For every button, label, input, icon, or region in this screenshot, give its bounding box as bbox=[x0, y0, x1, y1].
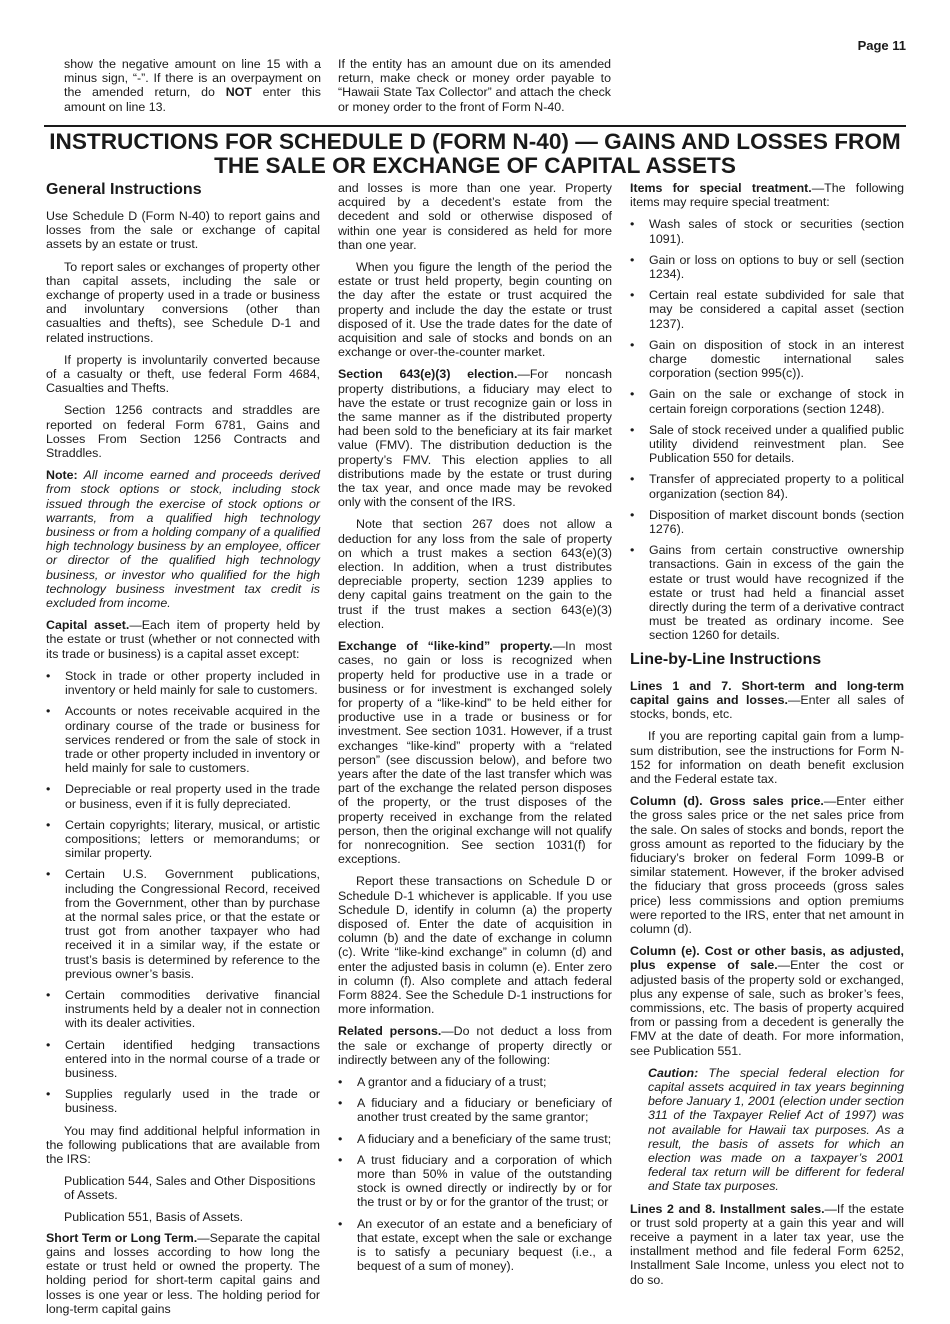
list-item bbox=[630, 338, 904, 381]
section-heading: General Instructions bbox=[46, 181, 202, 198]
bullet-icon: • bbox=[46, 704, 51, 719]
paragraph bbox=[338, 367, 612, 509]
paragraph bbox=[630, 794, 904, 936]
publication-item: Publication 544, Sales and Other Dispositions of Assets. bbox=[64, 1174, 316, 1203]
paragraph: and losses is more than one year. Property acquired by a decedent’s estate from the decedent and sold or otherwise disposed of within one year is considered as held for more than one year. bbox=[338, 181, 612, 252]
paragraph: You may find additional helpful information in the following publications that are available from the IRS: bbox=[46, 1123, 320, 1166]
list-item-text: Transfer of appreciated property to a political organization (section 84). bbox=[649, 472, 904, 501]
top-right-continuation: If the entity has an amount due on its amended return, make check or money order payable to “Hawaii State Tax Collector” and attach the check or money order to the front of Form N-40. bbox=[338, 57, 611, 114]
text: enter this amount on line 13. bbox=[64, 85, 321, 114]
text: —Enter either the gross sales price or the net sales price from the sale. On sales of stocks and bonds, report the gross amount as reported to the fiduciary by the fiduciary’s broker on federal Form 1099-B or similar statement. However, if the broker advised the fiduciary that gross proceeds (gross sales price) less commissions and option premiums were reported to the IRS, enter that net amount in column (d). bbox=[630, 794, 904, 936]
bullet-icon: • bbox=[46, 668, 51, 683]
paragraph bbox=[630, 1202, 904, 1287]
text: —Enter all sales of stocks, bonds, etc. bbox=[630, 692, 904, 722]
paragraph bbox=[338, 639, 612, 866]
list-item-text: A grantor and a fiduciary of a trust; bbox=[357, 1074, 547, 1089]
bullet-icon: • bbox=[630, 507, 635, 522]
list-item-text: A fiduciary and a fiduciary or beneficiary of another trust created by the same grantor; bbox=[357, 1096, 612, 1125]
text: —In most cases, no gain or loss is recognized when property held for productive use in a trade or business or for investment is exchanged solely for property of a “like-kind” to be held either for productive use in a trade or business or for investment. See section 1031. However, if a trust exchanges “like-kind” property with a “related person” (see discussion below), and before two years after the date of the last transfer which was part of the exchange the related person disposes of the property, or the trust disposes of the property received in exchange from the related person, then the original exchange will not qualify for nonrecognition. See section 1031(f) for exceptions. bbox=[338, 639, 612, 867]
run-in-label: Caution: bbox=[648, 1065, 699, 1080]
bullet-icon: • bbox=[630, 217, 635, 232]
list-item bbox=[46, 867, 320, 981]
list-item-text: Gain on disposition of stock in an interest charge domestic international sales corporation (section 995(c)). bbox=[649, 337, 904, 381]
list-item-text: Sale of stock received under a qualified public utility dividend reinvestment plan. See Publication 550 for details. bbox=[649, 422, 904, 466]
section-heading: Line-by-Line Instructions bbox=[630, 650, 822, 668]
paragraph bbox=[630, 944, 904, 1058]
list-item-text: A trust fiduciary and a corporation of which more than 50% in value of the outstanding stock is owned directly or indirectly by or for the trust or by or for the grantor of the trust; or bbox=[357, 1152, 612, 1210]
page-number: Page 11 bbox=[857, 38, 906, 53]
list-item bbox=[630, 472, 904, 500]
list-item-text: Gain on the sale or exchange of stock in certain foreign corporations (section 1248). bbox=[649, 387, 904, 416]
list-item-text: Gain or loss on options to buy or sell (section 1234). bbox=[649, 252, 904, 282]
list-item bbox=[46, 818, 320, 861]
list-item bbox=[46, 704, 320, 775]
text: show the negative amount on line 15 with a minus sign, “-”. If there is an overpayment on the amended return, do bbox=[64, 57, 321, 100]
bullet-icon: • bbox=[630, 543, 635, 558]
title-rule bbox=[44, 125, 906, 127]
list-item bbox=[46, 1038, 320, 1081]
list-item bbox=[338, 1075, 612, 1089]
list-item-text: Accounts or notes receivable acquired in the ordinary course of the trade or business for services rendered or from the sale of stock in trade or other property included in inventory or held mainly for sale to customers. bbox=[65, 704, 320, 776]
publication-item: Publication 551, Basis of Assets. bbox=[64, 1209, 244, 1224]
list-item-text: Disposition of market discount bonds (section 1276). bbox=[649, 507, 904, 537]
list-item bbox=[630, 288, 904, 331]
note-paragraph bbox=[46, 468, 320, 610]
paragraph: When you figure the length of the period the estate or trust held property, begin counting on the day after the estate or trust acquired the property and include the day the estate or trust disposed of it. Use the trade dates for the date of acquisition and sale of stocks and bonds on an exchange or over-the-counter market. bbox=[338, 260, 612, 360]
bullet-icon: • bbox=[630, 288, 635, 303]
list-item bbox=[630, 217, 904, 245]
page-title: INSTRUCTIONS FOR SCHEDULE D (FORM N-40) — GAINS AND LOSSES FROM THE SALE OR EXCHANGE OF CAPITAL ASSETS bbox=[49, 129, 901, 178]
list-item-text: A fiduciary and a beneficiary of the same trust; bbox=[357, 1131, 612, 1146]
list-item bbox=[630, 543, 904, 642]
list-item bbox=[46, 1087, 320, 1115]
list-item bbox=[338, 1096, 612, 1124]
list-item-text: Supplies regularly used in the trade or business. bbox=[65, 1087, 320, 1116]
run-in-label: Exchange of “like-kind” property. bbox=[338, 639, 553, 654]
bullet-icon: • bbox=[46, 782, 51, 797]
list-item bbox=[630, 387, 904, 415]
text: —The following items may require special treatment: bbox=[630, 181, 904, 210]
bullet-icon: • bbox=[338, 1152, 343, 1167]
list-item-text: An executor of an estate and a beneficiary of that estate, except when the sale or exchange is to satisfy a pecuniary bequest (i.e., a bequest of a sum of money). bbox=[357, 1216, 612, 1274]
list-item bbox=[630, 508, 904, 536]
emphasis: NOT bbox=[225, 85, 252, 100]
bullet-icon: • bbox=[338, 1074, 343, 1089]
list-item-text: Stock in trade or other property included in inventory or held mainly for sale to customers. bbox=[65, 668, 320, 698]
list-item-text: Certain copyrights; literary, musical, or artistic compositions; letters or memorandums; or similar property. bbox=[65, 817, 320, 861]
list-item bbox=[630, 423, 904, 466]
bullet-icon: • bbox=[338, 1216, 343, 1231]
bullet-icon: • bbox=[46, 1037, 51, 1052]
list-item-text: Gains from certain constructive ownership transactions. Gain in excess of the gain the estate or trust would have recognized if the estate or trust had held a financial asset directly during the term of a derivative contract must be treated as ordinary income. See section 1260 for details. bbox=[649, 543, 904, 643]
paragraph bbox=[338, 1024, 612, 1067]
bullet-icon: • bbox=[630, 337, 635, 352]
special-treatment-list bbox=[630, 217, 904, 642]
list-item-text: Certain real estate subdivided for sale that may be considered a capital asset (section 1237). bbox=[649, 288, 904, 331]
list-item bbox=[46, 669, 320, 697]
run-in-label: Lines 2 and 8. Installment sales. bbox=[630, 1201, 825, 1216]
paragraph: If property is involuntarily converted because of a casualty or theft, use federal Form 4684, Casualties and Thefts. bbox=[46, 352, 320, 396]
bullet-icon: • bbox=[46, 987, 51, 1002]
list-item bbox=[338, 1132, 612, 1146]
paragraph: If you are reporting capital gain from a lump-sum distribution, see the instructions for Form N-152 for information on death benefit exclusion and the Federal estate tax. bbox=[630, 729, 904, 786]
text: —Enter the cost or adjusted basis of the property sold or exchanged, plus any expense of sale, such as broker’s fees, commissions, etc. The basis of property acquired from or passing from a decedent is generally the FMV at the date of death. For more information, see Publication 551. bbox=[630, 958, 904, 1058]
text: —Each item of property held by the estate or trust (whether or not connected with its trade or business) is a capital asset except: bbox=[46, 618, 320, 661]
list-item-text: Certain commodities derivative financial instruments held by a dealer not in connection with its dealer activities. bbox=[65, 987, 320, 1031]
list-item bbox=[46, 782, 320, 810]
top-left-continuation bbox=[64, 57, 321, 114]
text: —Separate the capital gains and losses according to how long the estate or trust held or owned the property. The holding period for short-term capital gains and losses is one year or less. The holding period for long-term capital gains bbox=[46, 1230, 320, 1316]
paragraph bbox=[630, 181, 904, 209]
text: —For noncash property distributions, a fiduciary may elect to have the estate or trust recognize gain or loss in the same manner as if the distributed property had been sold to the beneficiary at its fair market value (FMV). The distribution deduction is the property’s FMV. This election applies to all distributions made by the estate or trust during the tax year, and once made may be revoked only with the consent of the IRS. bbox=[338, 367, 612, 510]
list-item-text: Wash sales of stock or securities (section 1091). bbox=[649, 217, 904, 246]
paragraph: To report sales or exchanges of property other than capital assets, including the sale or exchange of property used in a trade or business and involuntary conversions (other than casualties and thefts), see Schedule D-1 and related instructions. bbox=[46, 259, 320, 345]
list-item bbox=[338, 1217, 612, 1274]
column-3 bbox=[630, 181, 904, 1295]
run-in-label: Items for special treatment. bbox=[630, 181, 812, 195]
run-in-label: Column (d). Gross sales price. bbox=[630, 794, 824, 809]
note-text: All income earned and proceeds derived from stock options or stock, including stock issued through the exercise of stock options or warrants, from a qualified high technology business or from a holding company of a qualified high technology business by an employee, officer or director of the qualified high technology business, or investor who qualified for the high technology business investment tax credit is excluded from income. bbox=[46, 468, 320, 611]
text: —If the estate or trust sold property at a gain this year and will receive a payment in a later tax year, use the installment method and file federal Form 6252, Installment Sale Income, unless you elect not to do so. bbox=[630, 1201, 905, 1287]
paragraph: Use Schedule D (Form N-40) to report gains and losses from the sale or exchange of capital assets by an estate or trust. bbox=[46, 209, 320, 252]
bullet-icon: • bbox=[338, 1096, 343, 1111]
caution-paragraph bbox=[630, 1066, 904, 1194]
caution-text: The special federal election for capital assets acquired in tax years beginning before January 1, 2001 (election under section 311 of the Taxpayer Relief Act of 1997) was not available for Hawaii tax purposes. As a result, the basis of assets for which an election was made on a taxpayer’s 2001 federal tax return will be different for federal and State tax purposes. bbox=[648, 1065, 904, 1194]
column-2 bbox=[338, 181, 612, 1281]
bullet-icon: • bbox=[630, 422, 635, 437]
run-in-label: Short Term or Long Term. bbox=[46, 1230, 198, 1245]
list-item-text: Depreciable or real property used in the trade or business, even if it is fully depreciated. bbox=[65, 782, 320, 811]
text: —Do not deduct a loss from the sale or exchange of property directly or indirectly between any of the following: bbox=[338, 1024, 612, 1067]
run-in-label: Column (e). Cost or other basis, as adjusted, plus expense of sale. bbox=[630, 944, 904, 973]
list-item bbox=[630, 253, 904, 281]
bullet-icon: • bbox=[630, 472, 635, 487]
run-in-label: Capital asset. bbox=[46, 618, 130, 633]
run-in-label: Related persons. bbox=[338, 1024, 442, 1039]
bullet-icon: • bbox=[46, 867, 51, 882]
bullet-icon: • bbox=[46, 817, 51, 832]
bullet-icon: • bbox=[630, 387, 635, 402]
column-1 bbox=[46, 181, 320, 1324]
paragraph: Report these transactions on Schedule D or Schedule D-1 whichever is applicable. If you use Schedule D, identify in column (a) the property disposed of. Enter the date of acquisition in column (b) and the date of exchange in column (c). Write “like-kind exchange” in column (d) and enter the adjusted basis in column (e). Enter zero in column (f). Also complete and attach federal Form 8824. See the Schedule D-1 instructions for more information. bbox=[338, 874, 612, 1017]
list-item-text: Certain U.S. Government publications, including the Congressional Record, received from the Government, other than by purchase at the normal sales price, or that the estate or trust got from another taxpayer who had received it in a similar way, if the estate or trust’s basis is determined by reference to the previous owner’s basis. bbox=[65, 867, 320, 981]
paragraph bbox=[46, 618, 320, 661]
exceptions-list bbox=[46, 669, 320, 1116]
bullet-icon: • bbox=[338, 1131, 343, 1146]
list-item bbox=[338, 1153, 612, 1210]
run-in-label: Lines 1 and 7. Short-term and long-term capital gains and losses. bbox=[630, 678, 904, 707]
run-in-label: Section 643(e)(3) election. bbox=[338, 367, 518, 382]
bullet-icon: • bbox=[630, 252, 635, 267]
paragraph: Note that section 267 does not allow a deduction for any loss from the sale of property on which a trust makes a section 643(e)(3) election. In addition, when a trust distributes depreciable property, section 1239 applies to deny capital gains treatment on the gain to the trust if the trust makes a section 643(e)(3) election. bbox=[338, 517, 612, 631]
list-item bbox=[46, 988, 320, 1031]
bullet-icon: • bbox=[46, 1087, 51, 1102]
run-in-label: Note: bbox=[46, 468, 78, 483]
list-item-text: Certain identified hedging transactions entered into in the normal course of a trade or business. bbox=[65, 1037, 320, 1080]
paragraph bbox=[46, 1231, 320, 1316]
paragraph bbox=[630, 679, 904, 722]
related-persons-list bbox=[338, 1075, 612, 1273]
paragraph: Section 1256 contracts and straddles are reported on federal Form 6781, Gains and Losses From Section 1256 Contracts and Straddles. bbox=[46, 403, 320, 461]
